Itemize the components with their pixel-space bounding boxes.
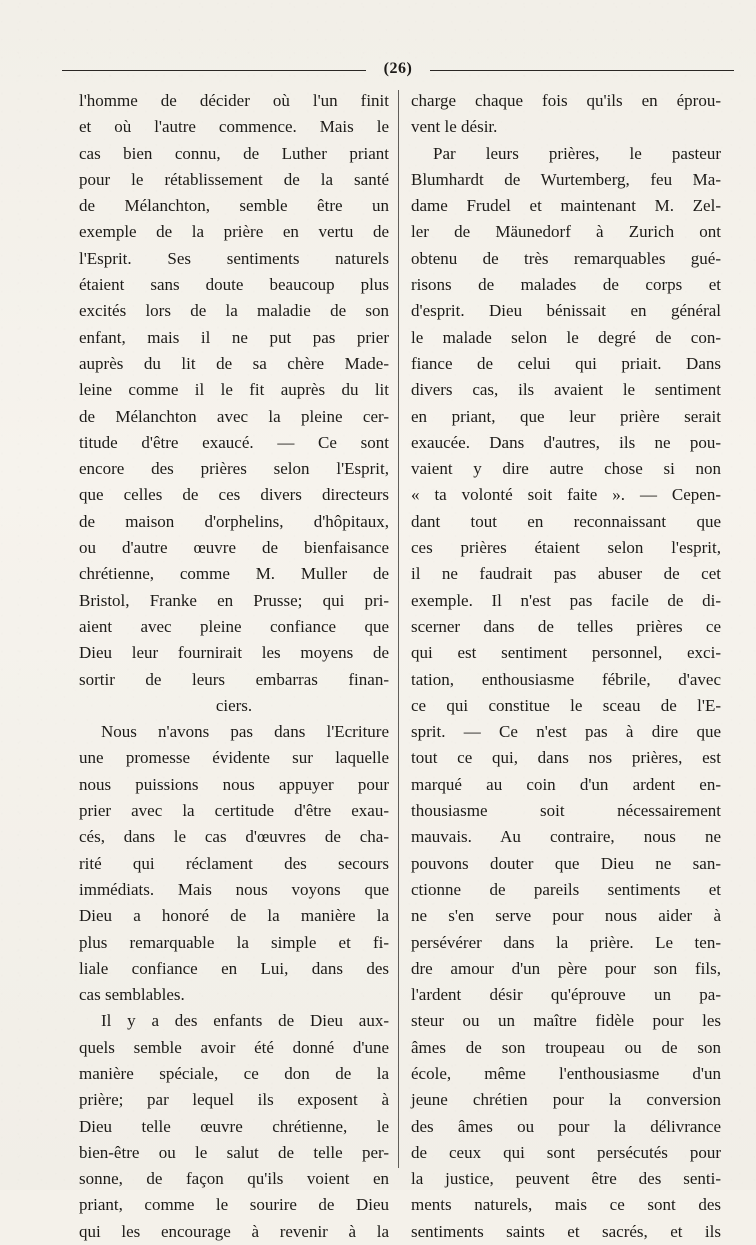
right-line-33: persévérer dans la prière. Le ten- bbox=[411, 932, 721, 952]
left-line-23: sortir de leurs embarras finan- bbox=[79, 669, 389, 689]
left-line-42: sonne, de façon qu'ils voient en bbox=[79, 1169, 389, 1189]
left-line-18: ou d'autre œuvre de bienfaisance bbox=[79, 538, 389, 558]
left-line-2: et où l'autre commence. Mais le bbox=[79, 117, 389, 137]
right-line-6: ler de Mäunedorf à Zurich ont bbox=[411, 222, 721, 242]
left-line-27: nous puissions nous appuyer pour bbox=[79, 774, 389, 794]
left-line-8: étaient sans doute beaucoup plus bbox=[79, 275, 389, 295]
left-line-12: leine comme il le fit auprès du lit bbox=[79, 380, 389, 400]
right-line-11: fiance de celui qui priait. Dans bbox=[411, 353, 721, 373]
left-column bbox=[79, 88, 389, 1241]
right-line-13: en priant, que leur prière serait bbox=[411, 406, 721, 426]
right-line-12: divers cas, ils avaient le sentiment bbox=[411, 380, 721, 400]
left-line-41: bien-être ou le salut de telle per- bbox=[79, 1142, 389, 1162]
left-line-22: Dieu leur fournirait les moyens de bbox=[79, 643, 389, 663]
page-number: (26) bbox=[383, 60, 413, 77]
left-line-39: prière; par lequel ils exposent à bbox=[79, 1090, 389, 1110]
left-line-37: quels semble avoir été donné d'une bbox=[79, 1037, 389, 1057]
left-line-30: rité qui réclament des secours bbox=[79, 853, 389, 873]
right-line-9: d'esprit. Dieu bénissait en général bbox=[411, 301, 721, 321]
left-line-16: que celles de ces divers directeurs bbox=[79, 485, 389, 505]
right-line-32: ne s'en serve pour nous aider à bbox=[411, 906, 721, 926]
left-line-20: Bristol, Franke en Prusse; qui pri- bbox=[79, 590, 389, 610]
left-line-13: de Mélanchton avec la pleine cer- bbox=[79, 406, 389, 426]
left-line-32: Dieu a honoré de la manière la bbox=[79, 906, 389, 926]
left-line-1: l'homme de décider où l'un finit bbox=[79, 91, 389, 110]
right-line-28: thousiasme soit nécessairement bbox=[411, 801, 721, 821]
text-columns bbox=[79, 88, 735, 1241]
right-line-35: l'ardent désir qu'éprouve un pa- bbox=[411, 985, 721, 1005]
right-line-14: exaucée. Dans d'autres, ils ne pou- bbox=[411, 432, 721, 452]
right-column bbox=[411, 88, 721, 1241]
left-line-35: cas semblables. bbox=[79, 985, 185, 1005]
right-line-24: ce qui constitue le sceau de l'E- bbox=[411, 695, 721, 715]
right-line-3: Par leurs prières, le pasteur bbox=[433, 143, 721, 163]
left-line-29: cés, dans le cas d'œuvres de cha- bbox=[79, 827, 389, 847]
right-line-22: qui est sentiment personnel, exci- bbox=[411, 643, 721, 663]
left-line-31: immédiats. Mais nous voyons que bbox=[79, 879, 389, 899]
left-line-17: de maison d'orphelins, d'hôpitaux, bbox=[79, 511, 389, 531]
right-line-18: ces prières étaient selon l'esprit, bbox=[411, 538, 721, 558]
left-line-3: cas bien connu, de Luther priant bbox=[79, 143, 389, 163]
page-header bbox=[62, 58, 734, 82]
left-line-34: liale confiance en Lui, dans des bbox=[79, 958, 389, 978]
right-line-10: le malade selon le degré de con- bbox=[411, 327, 721, 347]
left-line-14: titude d'être exaucé. — Ce sont bbox=[79, 432, 389, 452]
right-line-27: marqué au coin d'un ardent en- bbox=[411, 774, 721, 794]
right-line-2: vent le désir. bbox=[411, 117, 498, 137]
right-line-8: risons de malades de corps et bbox=[411, 275, 721, 295]
right-line-34: dre amour d'un père pour son fils, bbox=[411, 958, 721, 978]
right-line-17: dant tout en reconnaissant que bbox=[411, 511, 721, 531]
left-line-5: de Mélanchton, semble être un bbox=[79, 196, 389, 216]
right-line-40: des âmes ou pour la délivrance bbox=[411, 1116, 721, 1136]
right-line-30: pouvons douter que Dieu ne san- bbox=[411, 853, 721, 873]
header-rule-right bbox=[430, 70, 734, 71]
right-line-7: obtenu de très remarquables gué- bbox=[411, 248, 721, 268]
left-line-21: aient avec pleine confiance que bbox=[79, 616, 389, 636]
right-line-15: vaient y dire autre chose si non bbox=[411, 459, 721, 479]
left-line-44: qui les encourage à revenir à la bbox=[79, 1221, 389, 1241]
right-line-39: jeune chrétien pour la conversion bbox=[411, 1090, 721, 1110]
left-line-15: encore des prières selon l'Esprit, bbox=[79, 459, 389, 479]
left-line-7: l'Esprit. Ses sentiments naturels bbox=[79, 248, 389, 268]
right-line-20: exemple. Il n'est pas facile de di- bbox=[411, 590, 721, 610]
right-line-25: sprit. — Ce n'est pas à dire que bbox=[411, 722, 721, 742]
left-line-28: prier avec la certitude d'être exau- bbox=[79, 801, 389, 821]
column-divider bbox=[398, 90, 399, 1168]
left-line-36: Il y a des enfants de Dieu aux- bbox=[101, 1011, 389, 1031]
right-line-26: tout ce qui, dans nos prières, est bbox=[411, 748, 721, 768]
right-line-43: ments naturels, mais ce sont des bbox=[411, 1195, 721, 1215]
right-line-23: tation, enthousiasme fébrile, d'avec bbox=[411, 669, 721, 689]
left-line-38: manière spéciale, ce don de la bbox=[79, 1063, 389, 1083]
left-line-43: priant, comme le sourire de Dieu bbox=[79, 1195, 389, 1215]
left-line-26: une promesse évidente sur laquelle bbox=[79, 748, 389, 768]
right-line-21: scerner dans de telles prières ce bbox=[411, 616, 721, 636]
right-line-19: il ne faudrait pas abuser de cet bbox=[411, 564, 721, 584]
right-line-36: steur ou un maître fidèle pour les bbox=[411, 1011, 721, 1031]
left-line-4: pour le rétablissement de la santé bbox=[79, 169, 389, 189]
right-line-41: de ceux qui sont persécutés pour bbox=[411, 1142, 721, 1162]
left-line-24: ciers. bbox=[215, 695, 253, 715]
left-line-40: Dieu telle œuvre chrétienne, le bbox=[79, 1116, 389, 1136]
left-line-25: Nous n'avons pas dans l'Ecriture bbox=[101, 722, 389, 742]
right-line-38: école, même l'enthousiasme d'un bbox=[411, 1063, 721, 1083]
right-line-44: sentiments saints et sacrés, et ils bbox=[411, 1221, 721, 1241]
right-line-42: la justice, peuvent être des senti- bbox=[411, 1169, 721, 1189]
right-line-16: « ta volonté soit faite ». — Cepen- bbox=[411, 485, 721, 505]
right-line-29: mauvais. Au contraire, nous ne bbox=[411, 827, 721, 847]
left-line-9: excités lors de la maladie de son bbox=[79, 301, 389, 321]
right-line-4: Blumhardt de Wurtemberg, feu Ma- bbox=[411, 169, 721, 189]
right-line-37: âmes de son troupeau ou de son bbox=[411, 1037, 721, 1057]
right-line-5: dame Frudel et maintenant M. Zel- bbox=[411, 196, 721, 216]
left-line-6: exemple de la prière en vertu de bbox=[79, 222, 389, 242]
right-line-31: ctionne de pareils sentiments et bbox=[411, 879, 721, 899]
header-rule-left bbox=[62, 70, 366, 71]
left-line-33: plus remarquable la simple et fi- bbox=[79, 932, 389, 952]
left-line-11: auprès du lit de sa chère Made- bbox=[79, 353, 389, 373]
right-line-1: charge chaque fois qu'ils en éprou- bbox=[411, 91, 721, 110]
left-line-10: enfant, mais il ne put pas prier bbox=[79, 327, 389, 347]
left-line-19: chrétienne, comme M. Muller de bbox=[79, 564, 389, 584]
